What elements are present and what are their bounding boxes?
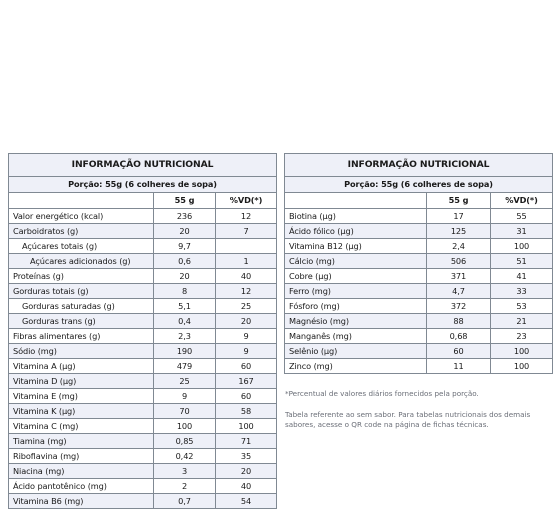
amount-value: 60 [427, 344, 491, 359]
amount-value: 0,7 [154, 494, 216, 509]
amount-value: 0,68 [427, 329, 491, 344]
table-row [285, 299, 553, 314]
nutrient-name: Carboidratos (g) [9, 224, 154, 239]
table-row [285, 344, 553, 359]
table-row [9, 464, 277, 479]
info-note: Tabela referente ao sem sabor. Para tabelas nutricionais dos demais sabores, acesse o QR code na página de fichas técnicas. [285, 410, 531, 429]
vd-value: 51 [491, 254, 553, 269]
nutrient-name: Proteínas (g) [9, 269, 154, 284]
table-row [285, 359, 553, 374]
nutrient-name: Ácido fólico (μg) [285, 224, 427, 239]
table-row [285, 209, 553, 224]
amount-value: 20 [154, 269, 216, 284]
nutrient-name: Cobre (μg) [285, 269, 427, 284]
vd-value: 41 [491, 269, 553, 284]
table-row [9, 434, 277, 449]
nutrient-name: Zinco (mg) [285, 359, 427, 374]
table-row [9, 449, 277, 464]
table-row [285, 239, 553, 254]
amount-value: 88 [427, 314, 491, 329]
amount-value: 5,1 [154, 299, 216, 314]
table-row [9, 479, 277, 494]
vd-value: 12 [216, 284, 277, 299]
table-title: INFORMAÇÃO NUTRICIONAL [9, 154, 277, 177]
table-row [285, 269, 553, 284]
nutrient-name: Vitamina K (μg) [9, 404, 154, 419]
table-row [9, 254, 277, 269]
amount-value: 4,7 [427, 284, 491, 299]
table-row [285, 329, 553, 344]
vd-value: 25 [216, 299, 277, 314]
vd-value: 20 [216, 464, 277, 479]
nutrient-name: Vitamina E (mg) [9, 389, 154, 404]
vd-value: 55 [491, 209, 553, 224]
table-row [9, 299, 277, 314]
table-row [9, 224, 277, 239]
table-row [9, 209, 277, 224]
amount-value: 3 [154, 464, 216, 479]
amount-value: 8 [154, 284, 216, 299]
amount-value: 0,85 [154, 434, 216, 449]
amount-value: 2,3 [154, 329, 216, 344]
table-row [285, 284, 553, 299]
table-row [9, 374, 277, 389]
vd-value: 40 [216, 269, 277, 284]
table-title: INFORMAÇÃO NUTRICIONAL [285, 154, 553, 177]
vd-value: 100 [491, 239, 553, 254]
table-row [9, 404, 277, 419]
header-blank [285, 193, 427, 209]
amount-value: 372 [427, 299, 491, 314]
table-row [9, 269, 277, 284]
vd-value: 1 [216, 254, 277, 269]
column-header-amount: 55 g [427, 193, 491, 209]
vd-value: 53 [491, 299, 553, 314]
column-header-vd: %VD(*) [491, 193, 553, 209]
nutrient-name: Manganês (mg) [285, 329, 427, 344]
nutrient-name: Açúcares adicionados (g) [9, 254, 154, 269]
portion-label: Porção: 55g (6 colheres de sopa) [285, 177, 553, 193]
nutrient-name: Gorduras totais (g) [9, 284, 154, 299]
vd-value: 58 [216, 404, 277, 419]
nutrient-name: Vitamina C (mg) [9, 419, 154, 434]
column-header-vd: %VD(*) [216, 193, 277, 209]
table-row [285, 314, 553, 329]
vd-value: 9 [216, 329, 277, 344]
vd-value: 7 [216, 224, 277, 239]
amount-value: 11 [427, 359, 491, 374]
nutrient-name: Niacina (mg) [9, 464, 154, 479]
vd-value: 31 [491, 224, 553, 239]
amount-value: 9,7 [154, 239, 216, 254]
amount-value: 236 [154, 209, 216, 224]
amount-value: 0,4 [154, 314, 216, 329]
footnote: *Percentual de valores diários fornecidos pela porção. [285, 389, 479, 398]
amount-value: 125 [427, 224, 491, 239]
nutrient-name: Fibras alimentares (g) [9, 329, 154, 344]
vd-value: 33 [491, 284, 553, 299]
table-row [9, 314, 277, 329]
table-row [285, 254, 553, 269]
nutrient-name: Gorduras saturadas (g) [9, 299, 154, 314]
nutrition-table-right [284, 153, 553, 374]
amount-value: 479 [154, 359, 216, 374]
amount-value: 506 [427, 254, 491, 269]
nutrient-name: Cálcio (mg) [285, 254, 427, 269]
vd-value: 23 [491, 329, 553, 344]
nutrient-name: Magnésio (mg) [285, 314, 427, 329]
nutrient-name: Gorduras trans (g) [9, 314, 154, 329]
table-row [9, 419, 277, 434]
nutrient-name: Riboflavina (mg) [9, 449, 154, 464]
vd-value: 12 [216, 209, 277, 224]
nutrient-name: Vitamina D (μg) [9, 374, 154, 389]
vd-value: 40 [216, 479, 277, 494]
nutrient-name: Fósforo (mg) [285, 299, 427, 314]
table-row [9, 239, 277, 254]
amount-value: 70 [154, 404, 216, 419]
amount-value: 17 [427, 209, 491, 224]
vd-value: 20 [216, 314, 277, 329]
amount-value: 9 [154, 389, 216, 404]
amount-value: 2 [154, 479, 216, 494]
vd-value: 100 [491, 359, 553, 374]
vd-value: 100 [491, 344, 553, 359]
amount-value: 190 [154, 344, 216, 359]
nutrient-name: Valor energético (kcal) [9, 209, 154, 224]
vd-value: 100 [216, 419, 277, 434]
vd-value: 9 [216, 344, 277, 359]
vd-value: 60 [216, 389, 277, 404]
column-header-amount: 55 g [154, 193, 216, 209]
nutrient-name: Tiamina (mg) [9, 434, 154, 449]
table-row [9, 344, 277, 359]
amount-value: 0,42 [154, 449, 216, 464]
table-row [285, 224, 553, 239]
table-row [9, 494, 277, 509]
amount-value: 20 [154, 224, 216, 239]
amount-value: 0,6 [154, 254, 216, 269]
vd-value: 54 [216, 494, 277, 509]
table-row [9, 329, 277, 344]
nutrition-table-left [8, 153, 277, 509]
table-row [9, 359, 277, 374]
portion-label: Porção: 55g (6 colheres de sopa) [9, 177, 277, 193]
vd-value: 71 [216, 434, 277, 449]
vd-value: 35 [216, 449, 277, 464]
nutrient-name: Vitamina B12 (μg) [285, 239, 427, 254]
nutrient-name: Vitamina B6 (mg) [9, 494, 154, 509]
header-blank [9, 193, 154, 209]
vd-value [216, 239, 277, 254]
nutrient-name: Ácido pantotênico (mg) [9, 479, 154, 494]
vd-value: 21 [491, 314, 553, 329]
amount-value: 371 [427, 269, 491, 284]
table-row [9, 389, 277, 404]
amount-value: 100 [154, 419, 216, 434]
vd-value: 167 [216, 374, 277, 389]
nutrient-name: Sódio (mg) [9, 344, 154, 359]
vd-value: 60 [216, 359, 277, 374]
nutrient-name: Açúcares totais (g) [9, 239, 154, 254]
nutrient-name: Ferro (mg) [285, 284, 427, 299]
table-row [9, 284, 277, 299]
amount-value: 25 [154, 374, 216, 389]
nutrient-name: Selênio (μg) [285, 344, 427, 359]
nutrient-name: Vitamina A (μg) [9, 359, 154, 374]
nutrient-name: Biotina (μg) [285, 209, 427, 224]
amount-value: 2,4 [427, 239, 491, 254]
